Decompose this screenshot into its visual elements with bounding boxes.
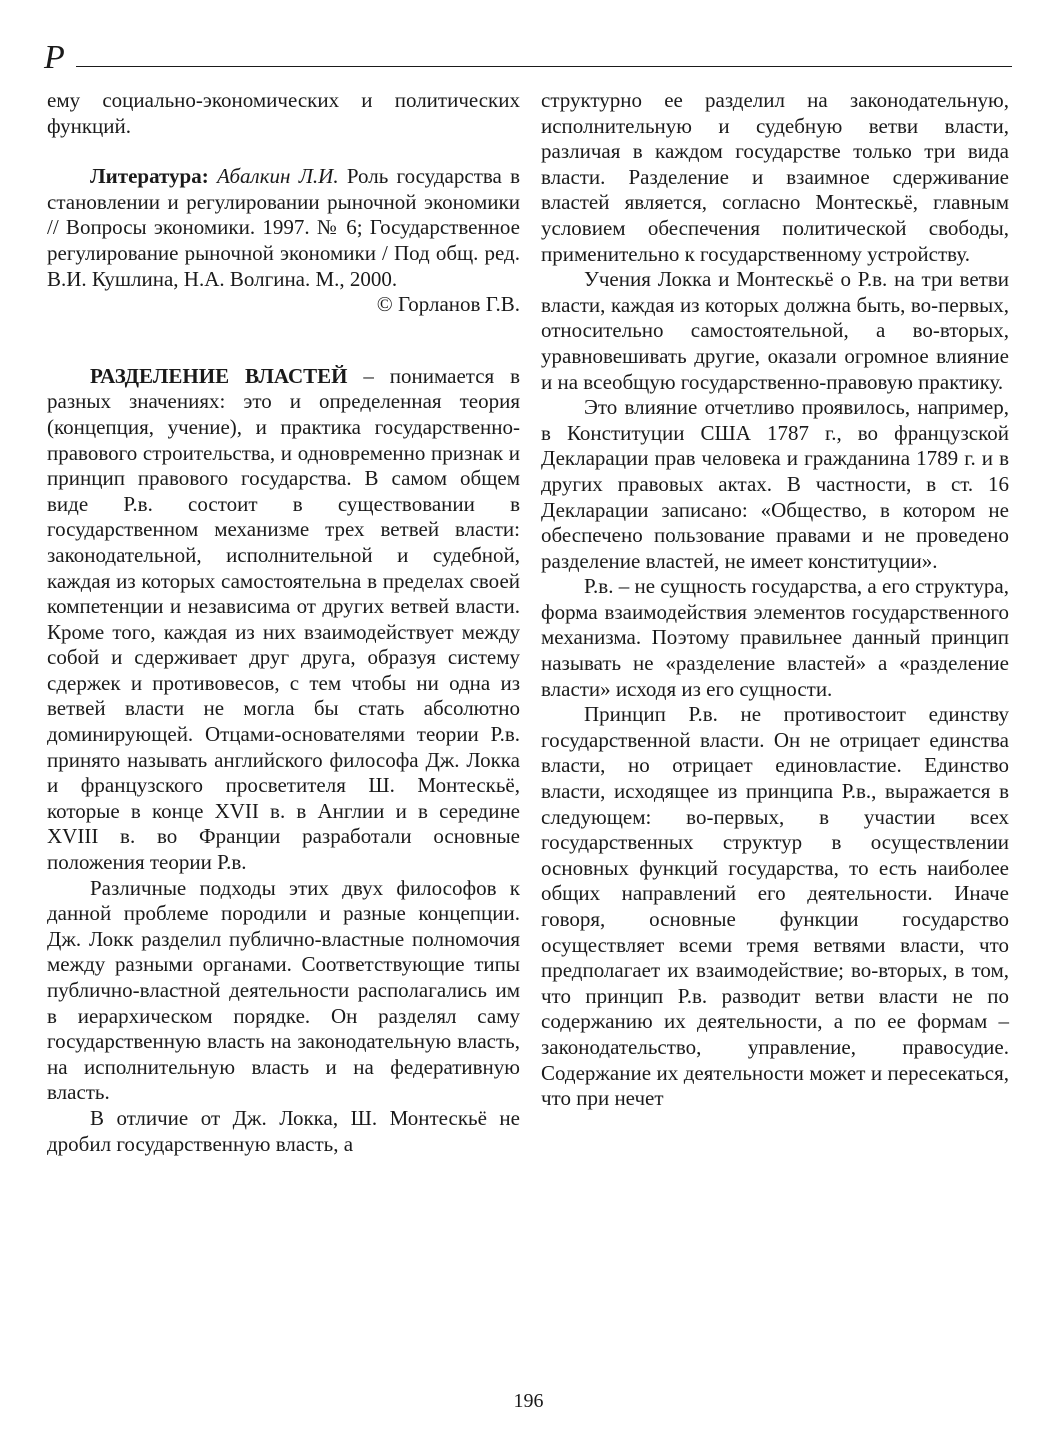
article-paragraph: [47, 364, 520, 876]
left-column: [47, 88, 520, 1157]
article-paragraph: Различные подходы этих двух философов к данной проблеме породили и разные концепции. Дж. Локк разделил публично-властные полномочия между разными органами. Соответствующие типы публично-властной деятельности располагались им в иерархическом порядке. Он разделял саму государственную власть на законодательную власть, на исполнительную власть и на федеративную власть.: [47, 875, 520, 1105]
article-paragraph: Р.в. – не сущность государства, а его структура, форма взаимодействия элементов государственного механизма. Поэтому правильнее данный принцип называть не «разделение властей» а «разделение власти» исходя из его сущности.: [541, 574, 1009, 701]
article-text: – понимается в разных значениях: это и определенная теория (концепция, учение), и практика государственно-правового строительства, и одновременно признак и принцип правового государства. В самом общем виде Р.в. состоит в существовании в государственном механизме трех ветвей власти: законодательной, исполнительной и судебной, каждая из которых самостоятельна в пределах своей компетенции и независима от других ветвей власти. Кроме того, каждая из них взаимодействует между собой и сдерживает друг друга, образуя систему сдержек и противовесов, с тем чтобы ни одна из ветвей власти не могла бы стать абсолютно доминирующей. Отцами-основателями теории Р.в. принято называть английского философа Дж. Локка и французского просветителя Ш. Монтескьё, которые в конце XVII в. в Англии и в середине XVIII в. во Франции разработали основные положения теории Р.в.: [47, 363, 520, 875]
literature-text: Роль государства в становлении и регулировании рыночной экономики // Вопросы экономики. 1997. № 6; Государственное регулирование рыночной экономики / Под общ. ред. В.И. Кушлина, Н.А. Волгина. М., 2000.: [47, 164, 520, 291]
page-number: 196: [513, 1390, 544, 1412]
copyright-line: © Горланов Г.В.: [376, 292, 520, 317]
article-paragraph: В отличие от Дж. Локка, Ш. Монтескьё не дробил государственную власть, а: [47, 1105, 520, 1156]
header-rule: [76, 66, 1012, 67]
article-paragraph: структурно ее разделил на законодательную, исполнительную и судебную ветви власти, различая в каждом государстве только три вида власти. Разделение и взаимное сдерживание властей является, согласно Монтескьё, главным условием обеспечения политической свободы, применительно к государственному устройству.: [541, 88, 1009, 266]
literature-author: Абалкин Л.И.: [216, 164, 339, 189]
article-paragraph: Принцип Р.в. не противостоит единству государственной власти. Он не отрицает единства власти, но отрицает единовластие. Единство власти, исходящее из принципа Р.в., выражается в следующем: во-первых, в участии всех государственных структур в осуществлении основных функций государства, то есть наиболее общих направлений его деятельности. Иначе говоря, основные функции государство осуществляет всеми тремя ветвями власти, что предполагает их взаимодействие; во-вторых, в том, что принцип Р.в. разводит ветви власти не по содержанию их деятельности, а по ее формам – законодательство, управление, правосудие. Содержание их деятельности может и пересекаться, что при нечет: [541, 702, 1009, 1111]
running-header: [40, 38, 1012, 78]
section-letter: Р: [44, 39, 65, 76]
article-paragraph: Это влияние отчетливо проявилось, например, в Конституции США 1787 г., во французской Декларации прав человека и гражданина 1789 г. и в других правовых актах. В частности, в ст. 16 Декларации записано: «Общество, в котором не обеспечено пользование правами и не проведено разделение властей, не имеет конституции».: [541, 395, 1009, 573]
continuation-paragraph: ему социально-экономических и политических функций.: [47, 88, 520, 138]
right-column: [541, 88, 1009, 1112]
literature-paragraph: [47, 164, 520, 292]
article-headword: РАЗДЕЛЕНИЕ ВЛАСТЕЙ: [90, 363, 348, 388]
article-paragraph: Учения Локка и Монтескьё о Р.в. на три ветви власти, каждая из которых должна быть, во-первых, относительно самостоятельной, а во-вторых, уравновешивать другие, оказали огромное влияние и на всеобщую государственно-правовую практику.: [541, 267, 1009, 394]
literature-label: Литература:: [90, 164, 209, 189]
